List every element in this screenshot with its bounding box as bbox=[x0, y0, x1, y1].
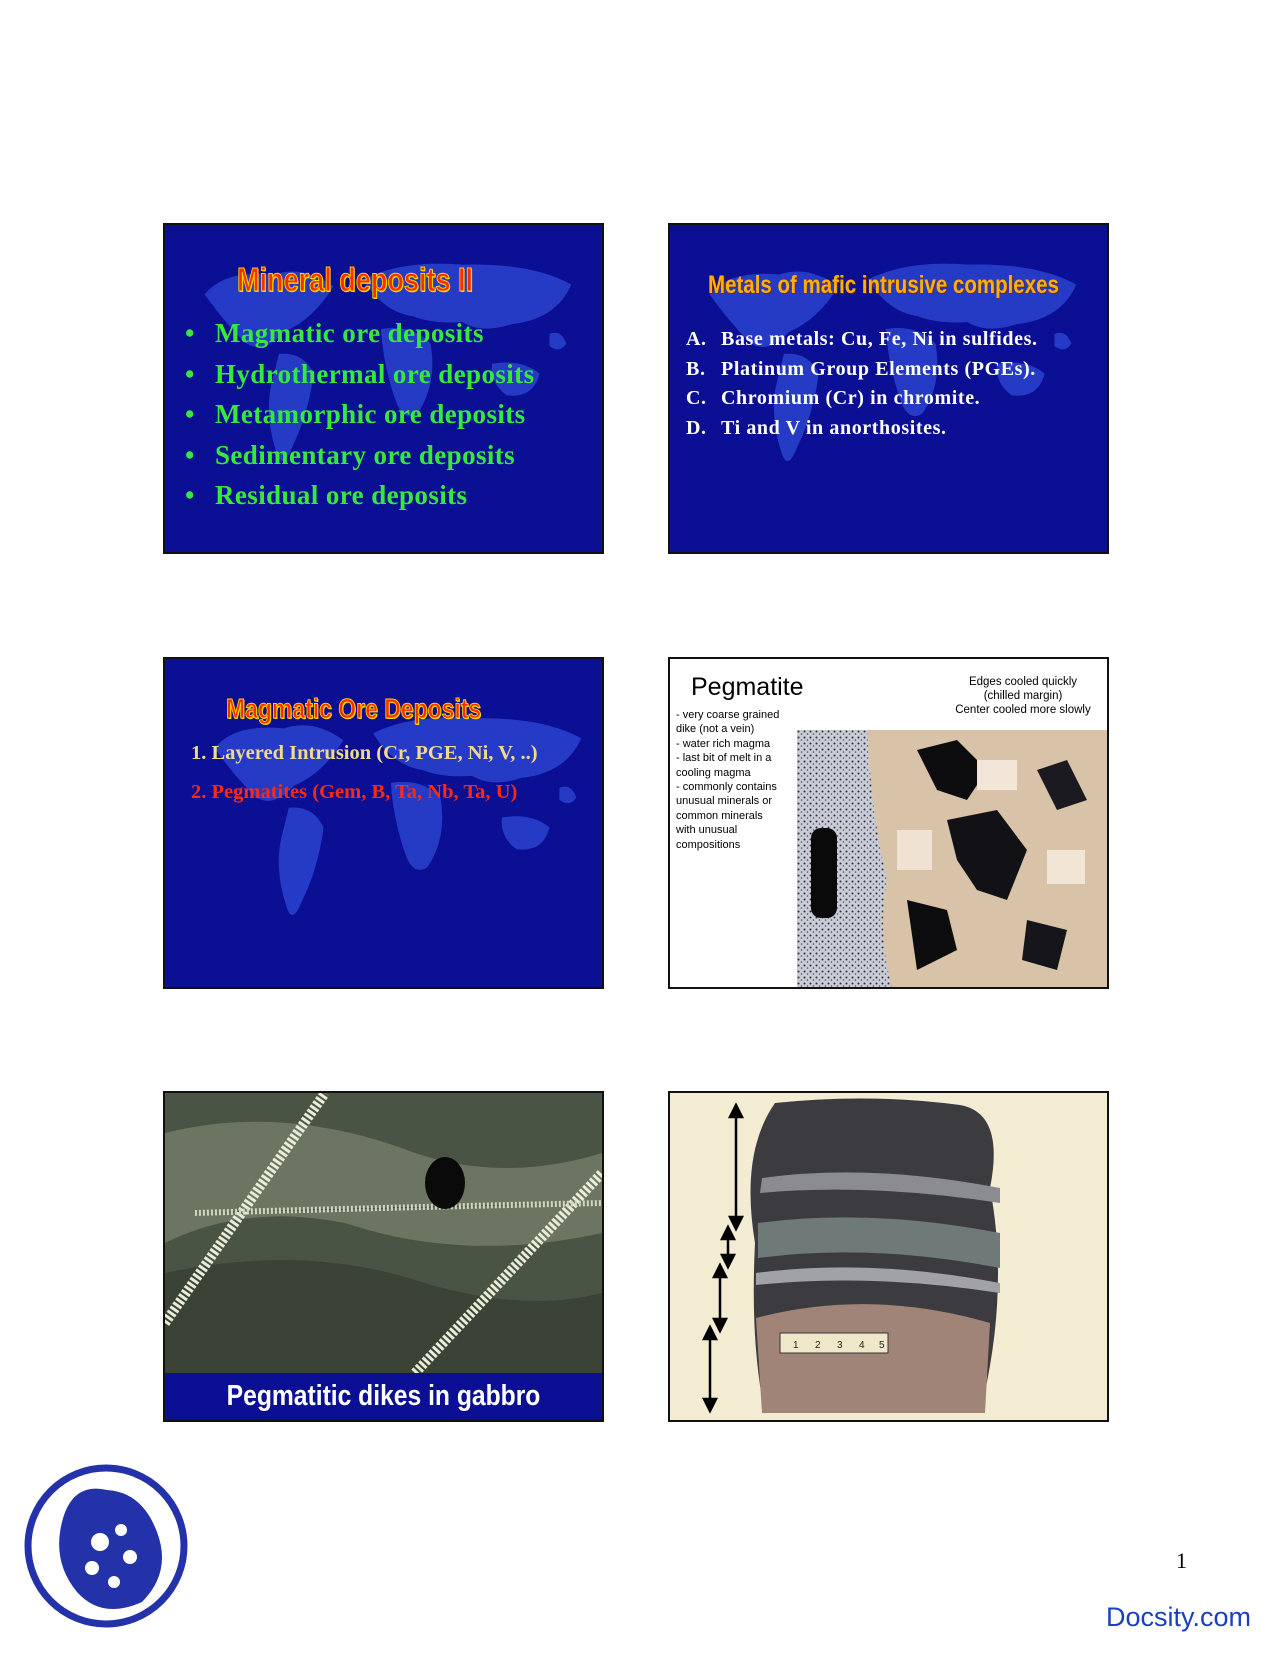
gabbro-photo bbox=[165, 1093, 602, 1373]
docsity-link[interactable]: Docsity.com bbox=[1106, 1602, 1252, 1632]
list-item: 1. Layered Intrusion (Cr, PGE, Ni, V, ..) bbox=[191, 742, 538, 764]
slide-title: Pegmatite bbox=[691, 673, 804, 701]
list-item: D. Ti and V in anorthosites. bbox=[686, 416, 947, 439]
pegmatite-photo bbox=[797, 730, 1109, 989]
lettered-list bbox=[686, 325, 1038, 443]
slide-banded-rock bbox=[668, 1091, 1109, 1422]
list-item: • Sedimentary ore deposits bbox=[185, 439, 516, 470]
slide-title: Metals of mafic intrusive complexes bbox=[708, 271, 1059, 299]
slide-title: Magmatic Ore Deposits bbox=[226, 693, 482, 724]
list-item: • Residual ore deposits bbox=[185, 480, 468, 510]
slide-mineral-deposits bbox=[163, 223, 604, 554]
slide-magmatic-ore bbox=[163, 657, 604, 989]
list-item: • Metamorphic ore deposits bbox=[185, 399, 526, 429]
layered-rock-photo bbox=[670, 1093, 1107, 1420]
list-item: A. Base metals: Cu, Fe, Ni in sulfides. bbox=[686, 328, 1038, 350]
bullet-list bbox=[185, 313, 535, 516]
scale-tick-label: 3 bbox=[837, 1340, 843, 1351]
docsity-logo bbox=[22, 1462, 190, 1630]
margin-note: Edges cooled quickly (chilled margin) Center cooled more slowly bbox=[955, 676, 1091, 716]
list-item: C. Chromium (Cr) in chromite. bbox=[686, 387, 981, 409]
slide-pegmatite bbox=[668, 657, 1109, 989]
slide-dikes-photo bbox=[163, 1091, 604, 1422]
scale-tick-label: 2 bbox=[815, 1340, 821, 1351]
page-number: 1 bbox=[1176, 1548, 1187, 1573]
list-item: B. Platinum Group Elements (PGEs). bbox=[686, 357, 1036, 380]
slide-metals-mafic bbox=[668, 223, 1109, 554]
photo-caption: Pegmatitic dikes in gabbro bbox=[165, 1373, 602, 1420]
list-item: • Magmatic ore deposits bbox=[185, 318, 484, 348]
list-item: 2. Pegmatites (Gem, B, Ta, Nb, Ta, U) bbox=[191, 781, 518, 803]
list-item: • Hydrothermal ore deposits bbox=[185, 358, 535, 389]
scale-tick-label: 4 bbox=[859, 1340, 865, 1351]
slide-title: Mineral deposits II bbox=[237, 261, 474, 298]
scale-tick-label: 5 bbox=[879, 1340, 885, 1351]
feature-list: - very coarse grained dike (not a vein) - water rich magma - last bit of melt in a cooling magma - commonly contains unusual minerals or common minerals with unusual compositions bbox=[676, 709, 780, 851]
scale-tick-label: 1 bbox=[793, 1340, 799, 1351]
thickness-arrows bbox=[704, 1105, 742, 1411]
